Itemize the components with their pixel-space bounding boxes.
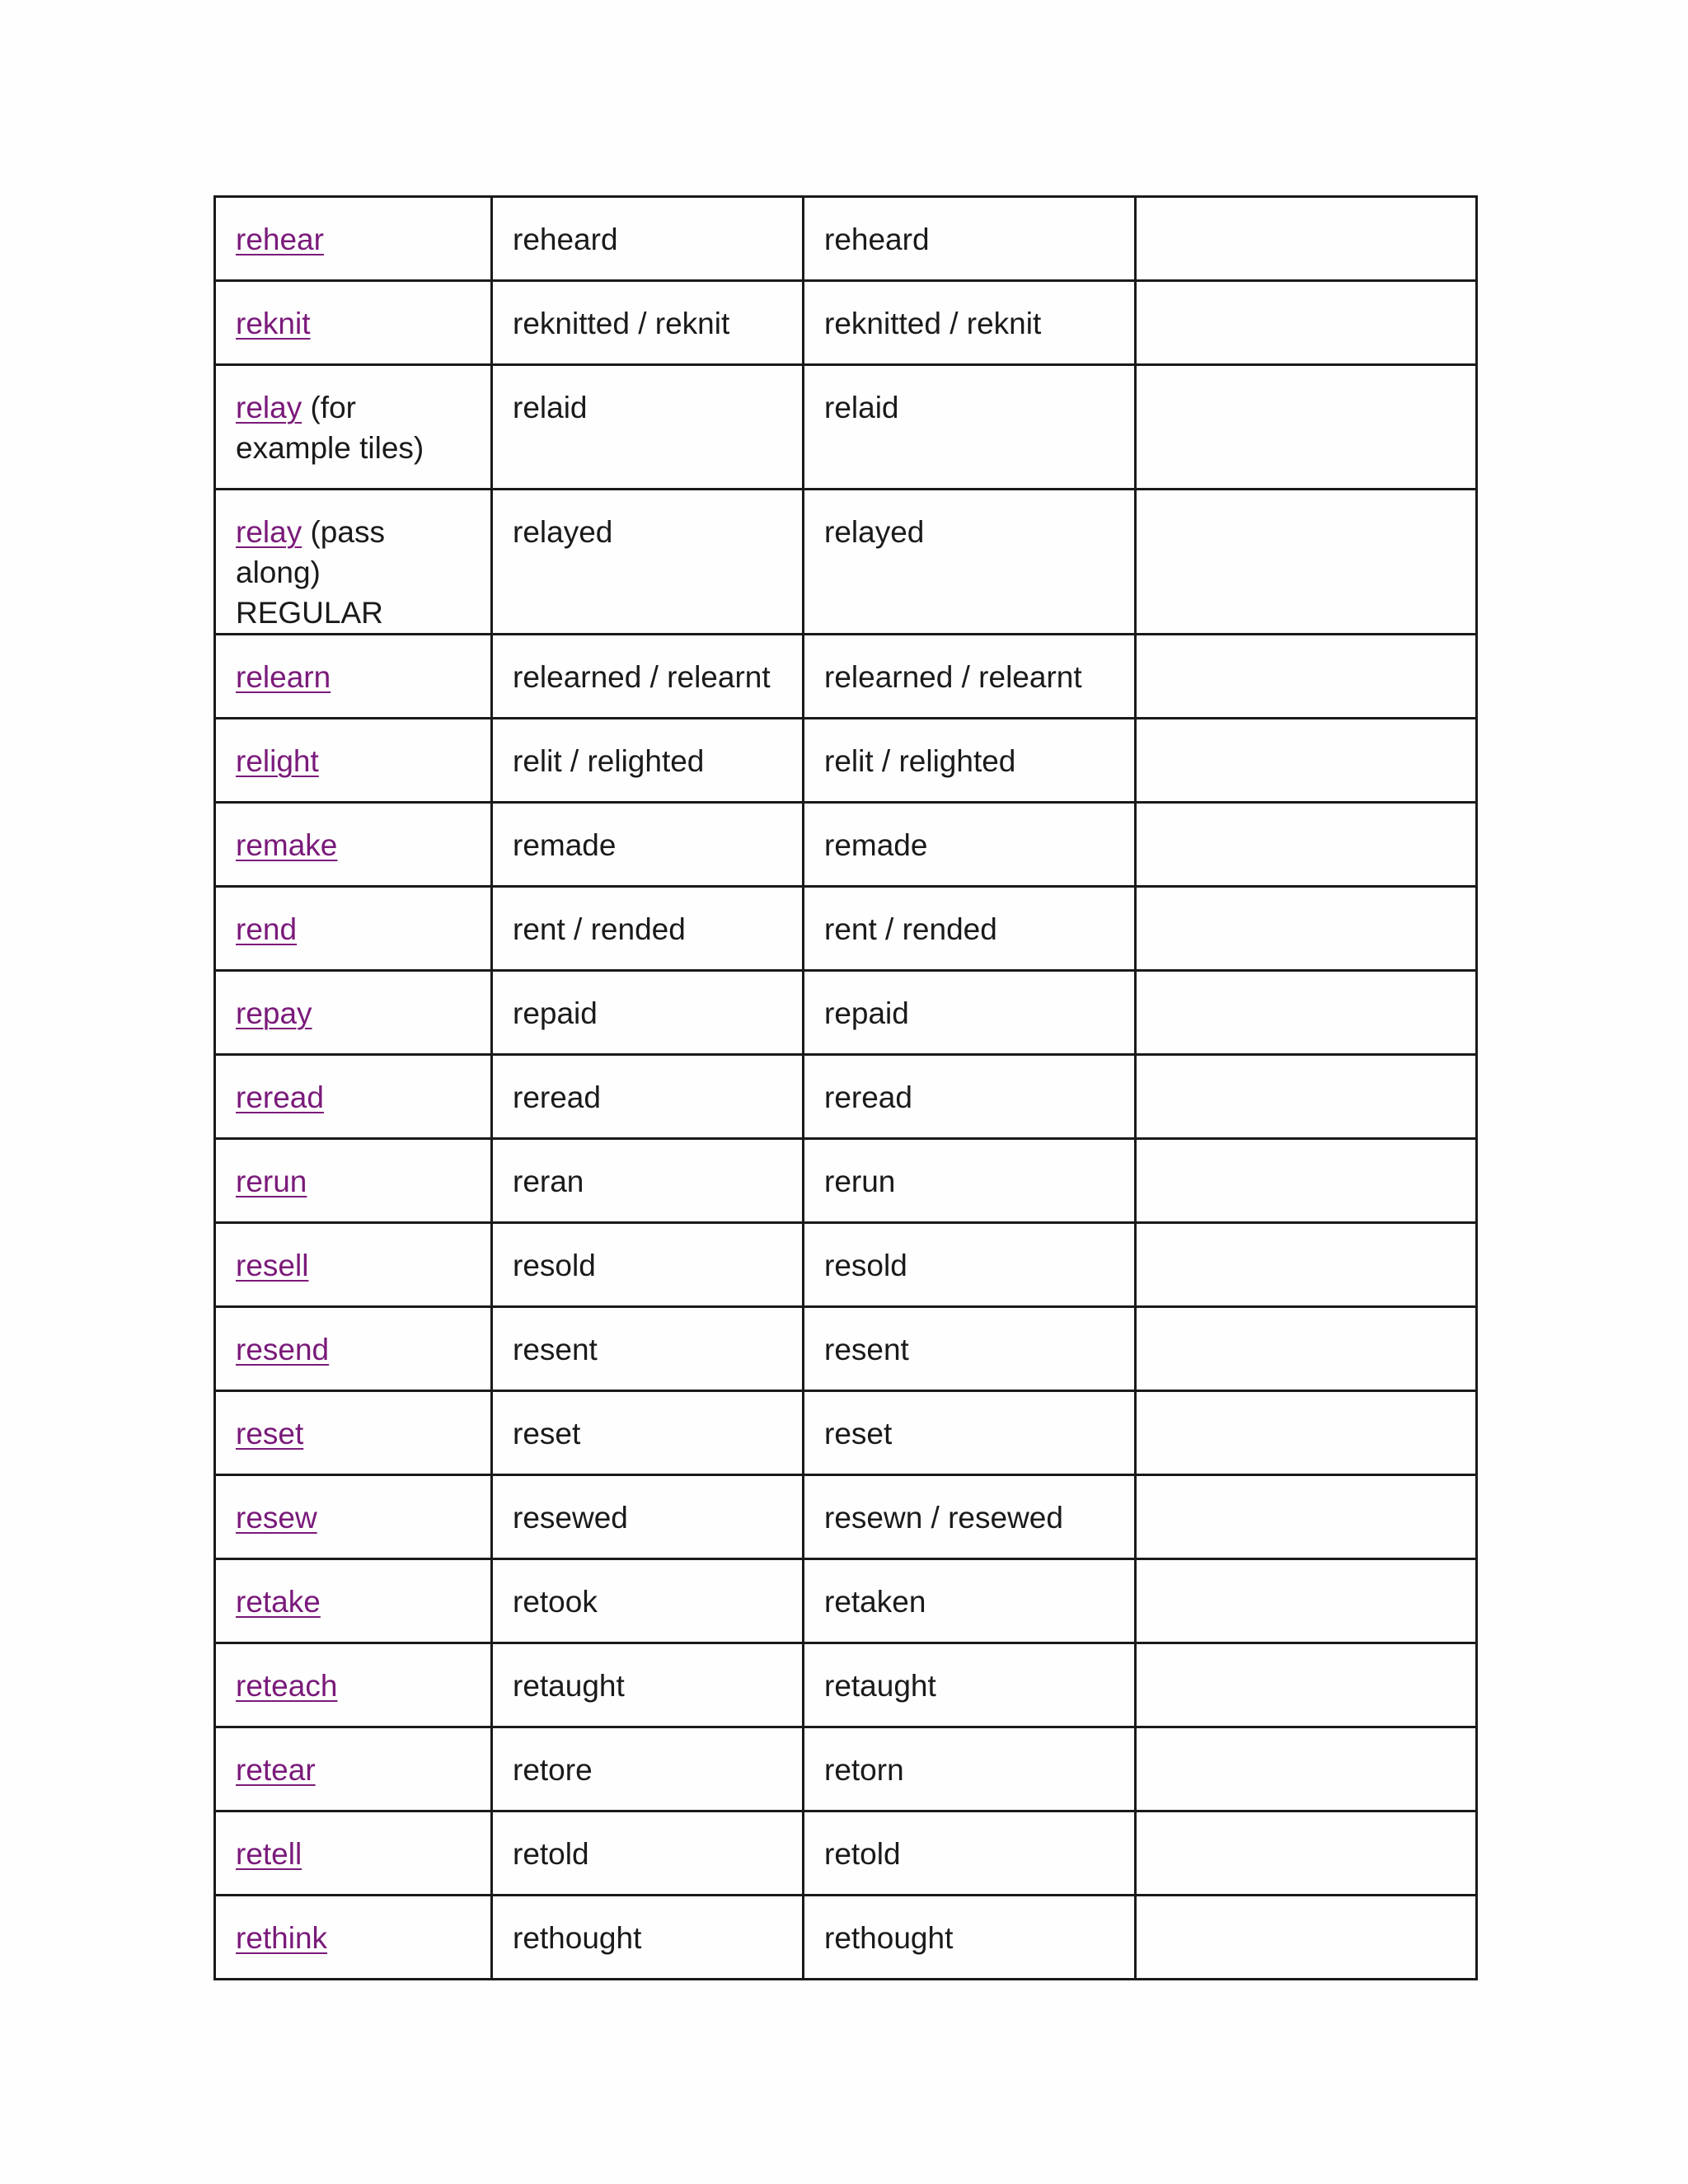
table-row	[215, 971, 1477, 1055]
past-simple-text: remade	[513, 828, 617, 862]
empty-cell	[1136, 1139, 1477, 1223]
past-simple-text: rethought	[513, 1921, 642, 1955]
table-row	[215, 719, 1477, 803]
base-form-cell	[215, 1559, 492, 1643]
base-form-cell	[215, 1055, 492, 1139]
table-row	[215, 887, 1477, 971]
base-form-cell	[215, 1643, 492, 1727]
past-participle-text: relayed	[824, 515, 925, 549]
table-row	[215, 281, 1477, 365]
past-participle-cell	[804, 197, 1136, 281]
empty-cell	[1136, 887, 1477, 971]
past-participle-cell	[804, 365, 1136, 490]
past-simple-cell	[492, 1475, 804, 1559]
table-row	[215, 1727, 1477, 1811]
empty-cell	[1136, 1643, 1477, 1727]
past-simple-text: resent	[513, 1333, 598, 1366]
past-participle-cell	[804, 887, 1136, 971]
empty-cell	[1136, 1055, 1477, 1139]
verb-note: (pass along) REGULAR	[236, 515, 385, 630]
table-row	[215, 1475, 1477, 1559]
verb-link[interactable]: retake	[236, 1585, 321, 1619]
table-row	[215, 1223, 1477, 1307]
base-form-cell	[215, 1391, 492, 1475]
past-participle-cell	[804, 1223, 1136, 1307]
past-simple-text: reread	[513, 1080, 601, 1114]
past-simple-cell	[492, 887, 804, 971]
table-row	[215, 803, 1477, 887]
past-simple-cell	[492, 1391, 804, 1475]
table-row	[215, 1139, 1477, 1223]
past-simple-cell	[492, 490, 804, 635]
empty-cell	[1136, 1223, 1477, 1307]
past-participle-text: resent	[824, 1333, 909, 1366]
base-form-cell	[215, 365, 492, 490]
past-participle-cell	[804, 1811, 1136, 1896]
past-participle-cell	[804, 490, 1136, 635]
table-row	[215, 1643, 1477, 1727]
past-participle-text: reknitted / reknit	[824, 307, 1042, 340]
past-simple-text: reran	[513, 1165, 584, 1198]
past-simple-cell	[492, 1559, 804, 1643]
verb-link[interactable]: reteach	[236, 1669, 338, 1703]
verbs-table-body	[215, 197, 1477, 1980]
empty-cell	[1136, 1559, 1477, 1643]
base-form-cell	[215, 635, 492, 719]
past-participle-text: rethought	[824, 1921, 954, 1955]
past-participle-text: relit / relighted	[824, 744, 1016, 778]
empty-cell	[1136, 281, 1477, 365]
table-row	[215, 1811, 1477, 1896]
past-simple-text: resold	[513, 1249, 596, 1282]
past-participle-cell	[804, 635, 1136, 719]
base-form-cell	[215, 490, 492, 635]
past-participle-text: reread	[824, 1080, 912, 1114]
base-form-cell	[215, 1896, 492, 1980]
verb-link[interactable]: relearn	[236, 660, 331, 694]
empty-cell	[1136, 971, 1477, 1055]
past-simple-text: rent / rended	[513, 912, 686, 946]
empty-cell	[1136, 1307, 1477, 1391]
base-form-cell	[215, 1811, 492, 1896]
empty-cell	[1136, 1896, 1477, 1980]
empty-cell	[1136, 197, 1477, 281]
verb-link[interactable]: rerun	[236, 1165, 307, 1198]
past-participle-cell	[804, 1475, 1136, 1559]
empty-cell	[1136, 719, 1477, 803]
table-row	[215, 1896, 1477, 1980]
verb-link[interactable]: reset	[236, 1417, 304, 1451]
table-row	[215, 365, 1477, 490]
past-simple-text: retold	[513, 1837, 589, 1871]
verb-link[interactable]: reknit	[236, 307, 311, 340]
past-simple-cell	[492, 1055, 804, 1139]
past-participle-text: reheard	[824, 223, 930, 256]
verb-link[interactable]: rehear	[236, 223, 324, 256]
past-participle-text: repaid	[824, 996, 909, 1030]
base-form-cell	[215, 1475, 492, 1559]
past-participle-text: relearned / relearnt	[824, 660, 1082, 694]
base-form-cell	[215, 719, 492, 803]
verb-note: (for example tiles)	[236, 391, 424, 465]
past-simple-text: repaid	[513, 996, 598, 1030]
verb-link[interactable]: rethink	[236, 1921, 328, 1955]
base-form-cell	[215, 1727, 492, 1811]
past-simple-cell	[492, 365, 804, 490]
table-row	[215, 635, 1477, 719]
past-participle-text: retaught	[824, 1669, 936, 1703]
past-simple-text: relaid	[513, 391, 588, 424]
empty-cell	[1136, 635, 1477, 719]
past-participle-cell	[804, 1139, 1136, 1223]
verb-link[interactable]: remake	[236, 828, 338, 862]
past-participle-cell	[804, 1559, 1136, 1643]
past-simple-cell	[492, 281, 804, 365]
past-simple-cell	[492, 803, 804, 887]
empty-cell	[1136, 490, 1477, 635]
verb-link[interactable]: retell	[236, 1837, 302, 1871]
past-simple-cell	[492, 1896, 804, 1980]
verb-link[interactable]: rend	[236, 912, 298, 946]
past-participle-cell	[804, 1391, 1136, 1475]
past-simple-text: retore	[513, 1753, 593, 1787]
verb-link[interactable]: reread	[236, 1080, 324, 1114]
past-simple-cell	[492, 1139, 804, 1223]
empty-cell	[1136, 1391, 1477, 1475]
past-participle-cell	[804, 971, 1136, 1055]
past-participle-text: retorn	[824, 1753, 904, 1787]
past-participle-cell	[804, 1727, 1136, 1811]
past-participle-cell	[804, 1643, 1136, 1727]
past-simple-cell	[492, 1643, 804, 1727]
past-simple-cell	[492, 1223, 804, 1307]
irregular-verbs-table	[213, 195, 1478, 1980]
past-participle-text: reset	[824, 1417, 893, 1451]
past-simple-text: relit / relighted	[513, 744, 705, 778]
verb-link[interactable]: relay	[236, 391, 302, 424]
base-form-cell	[215, 1139, 492, 1223]
table-row	[215, 1307, 1477, 1391]
table-row	[215, 1391, 1477, 1475]
past-simple-cell	[492, 1307, 804, 1391]
past-participle-cell	[804, 1896, 1136, 1980]
past-simple-text: retook	[513, 1585, 598, 1619]
base-form-cell	[215, 803, 492, 887]
empty-cell	[1136, 1475, 1477, 1559]
past-simple-cell	[492, 971, 804, 1055]
empty-cell	[1136, 803, 1477, 887]
table-row	[215, 490, 1477, 635]
past-simple-text: resewed	[513, 1501, 628, 1535]
past-simple-cell	[492, 635, 804, 719]
past-simple-cell	[492, 1727, 804, 1811]
past-simple-cell	[492, 719, 804, 803]
past-participle-cell	[804, 1307, 1136, 1391]
verb-link[interactable]: relight	[236, 744, 319, 778]
table-row	[215, 1055, 1477, 1139]
verb-link[interactable]: relay	[236, 515, 302, 549]
past-participle-cell	[804, 1055, 1136, 1139]
past-participle-text: rerun	[824, 1165, 896, 1198]
past-participle-text: remade	[824, 828, 928, 862]
past-participle-cell	[804, 719, 1136, 803]
table-row	[215, 197, 1477, 281]
empty-cell	[1136, 1727, 1477, 1811]
past-participle-text: retold	[824, 1837, 901, 1871]
past-participle-text: resold	[824, 1249, 907, 1282]
verb-link[interactable]: retear	[236, 1753, 316, 1787]
past-simple-text: relayed	[513, 515, 613, 549]
verb-link[interactable]: resew	[236, 1501, 317, 1535]
past-participle-text: resewn / resewed	[824, 1501, 1063, 1535]
past-participle-cell	[804, 803, 1136, 887]
verb-link[interactable]: repay	[236, 996, 312, 1030]
past-simple-text: retaught	[513, 1669, 625, 1703]
past-simple-cell	[492, 1811, 804, 1896]
past-participle-text: relaid	[824, 391, 899, 424]
past-participle-cell	[804, 281, 1136, 365]
past-simple-text: reknitted / reknit	[513, 307, 730, 340]
base-form-cell	[215, 971, 492, 1055]
empty-cell	[1136, 1811, 1477, 1896]
past-simple-text: reheard	[513, 223, 618, 256]
verb-link[interactable]: resell	[236, 1249, 309, 1282]
empty-cell	[1136, 365, 1477, 490]
verb-link[interactable]: resend	[236, 1333, 330, 1366]
past-participle-text: rent / rended	[824, 912, 997, 946]
base-form-cell	[215, 281, 492, 365]
past-simple-text: reset	[513, 1417, 581, 1451]
base-form-cell	[215, 1223, 492, 1307]
base-form-cell	[215, 1307, 492, 1391]
past-simple-text: relearned / relearnt	[513, 660, 771, 694]
past-participle-text: retaken	[824, 1585, 926, 1619]
base-form-cell	[215, 197, 492, 281]
past-simple-cell	[492, 197, 804, 281]
table-row	[215, 1559, 1477, 1643]
base-form-cell	[215, 887, 492, 971]
